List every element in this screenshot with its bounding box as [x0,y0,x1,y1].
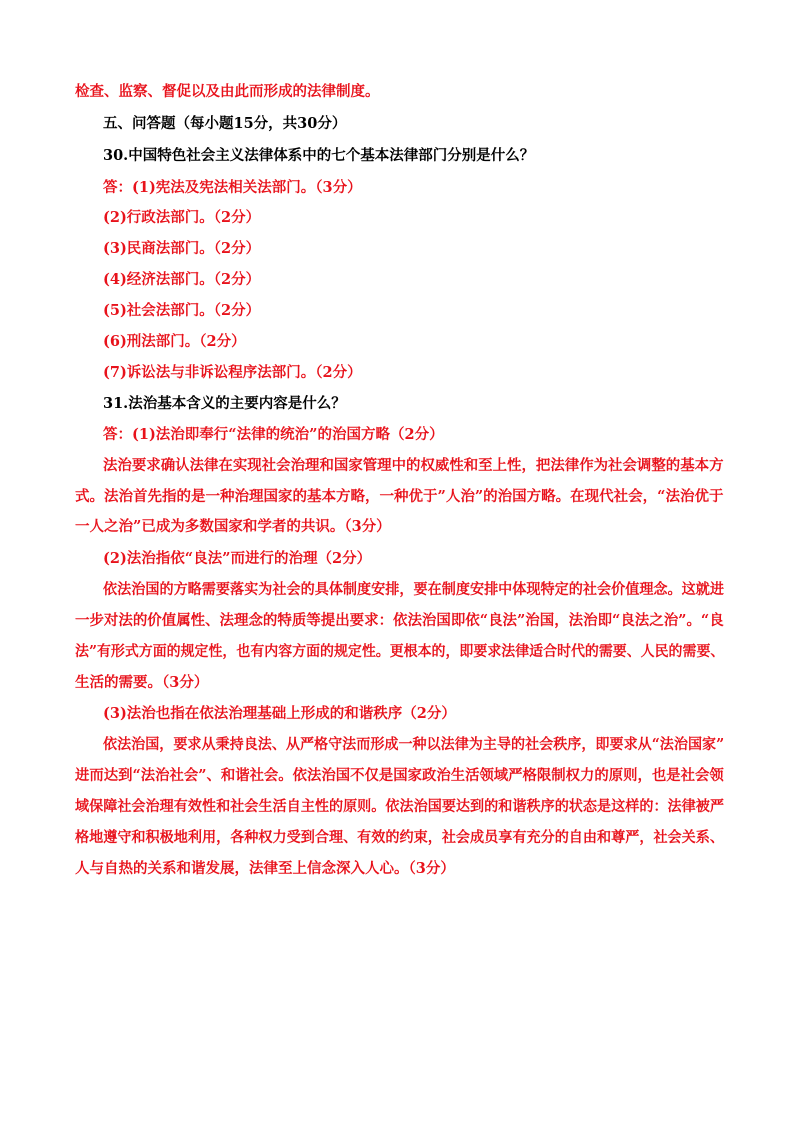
answer-31-point-3-body-line-3: 域保障社会治理有效性和社会生活自主性的原则。依法治国要达到的和谐秩序的状态是这样的：法律被严 [75,798,724,815]
answer-30-item-2: (2)行政法部门。（2分） [103,209,261,226]
answer-30-item-7: (7)诉讼法与非诉讼程序法部门。（2分） [103,364,362,381]
answer-31-point-3-body-line-2: 进而达到“法治社会”、和谐社会。依法治国不仅是国家政治生活领域严格限制权力的原则，也是社会领 [75,767,724,784]
answer-31-point-1-body-line-3: 一人之治”已成为多数国家和学者的共识。（3分） [75,518,391,535]
section-heading: 五、问答题（每小题15分，共30分） [103,115,347,132]
answer-31-point-2-heading: (2)法治指依“良法”而进行的治理（2分） [103,550,372,567]
answer-30-item-3: (3)民商法部门。（2分） [103,240,261,257]
answer-31-point-2-body-line-4: 生活的需要。（3分） [75,674,209,691]
answer-30-item-4: (4)经济法部门。（2分） [103,271,261,288]
answer-31-point-3-heading: (3)法治也指在依法治理基础上形成的和谐秩序（2分） [103,705,456,722]
answer-30-item-6: (6)刑法部门。（2分） [103,333,246,350]
answer-31-point-2-body-line-3: 法”有形式方面的规定性，也有内容方面的规定性。更根本的，即要求法律适合时代的需要、人民的需要、 [75,643,725,660]
answer-31-point-1-body-line-2: 式。法治首先指的是一种治理国家的基本方略，一种优于”人治”的治国方略。在现代社会，“法治优于 [75,488,724,505]
answer-30-item-1: 答：(1)宪法及宪法相关法部门。（3分） [103,179,362,196]
answer-30-item-5: (5)社会法部门。（2分） [103,302,261,319]
answer-31-point-3-body-line-4: 格地遵守和积极地利用，各种权力受到合理、有效的约束，社会成员享有充分的自由和尊严，社会关系、 [75,829,724,846]
question-30: 30.中国特色社会主义法律体系中的七个基本法律部门分别是什么？ [103,147,535,164]
answer-31-point-2-body-line-1: 依法治国的方略需要落实为社会的具体制度安排，要在制度安排中体现特定的社会价值理念。这就进 [103,581,724,598]
answer-text-continued: 检查、监察、督促以及由此而形成的法律制度。 [75,83,380,100]
answer-31-point-3-body-line-1: 依法治国，要求从秉持良法、从严格守法而形成一种以法律为主导的社会秩序，即要求从“法治国家” [103,736,725,753]
question-31: 31.法治基本含义的主要内容是什么？ [103,395,346,412]
answer-31-point-1-body-line-1: 法治要求确认法律在实现社会治理和国家管理中的权威性和至上性，把法律作为社会调整的基本方 [103,457,724,474]
answer-31-point-1-heading: 答：(1)法治即奉行“法律的统治”的治国方略（2分） [103,426,444,443]
answer-31-point-2-body-line-2: 一步对法的价值属性、法理念的特质等提出要求：依法治国即依“良法”治国，法治即“良法之治”。“良 [75,612,724,629]
answer-31-point-3-body-line-5: 人与自热的关系和谐发展，法律至上信念深入人心。（3分） [75,860,455,877]
